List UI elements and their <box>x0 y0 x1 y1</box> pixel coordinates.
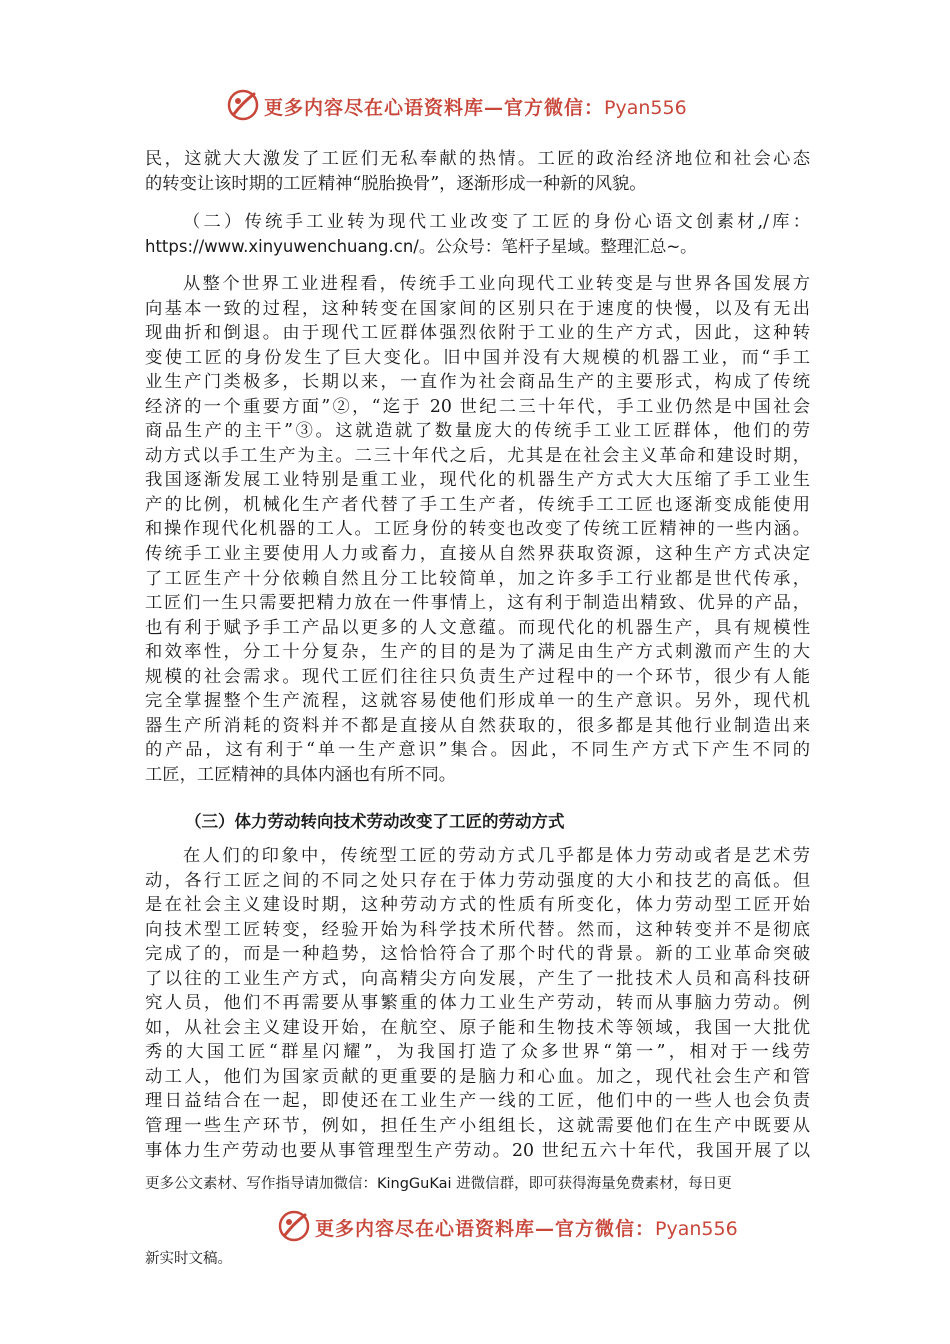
text-line: 业生产门类极多，长期以来，一直作为社会商品生产的主要形式，构成了传统 <box>145 372 810 393</box>
banner-text-wechat-id: Pyan556 <box>655 1218 738 1240</box>
banner-text-wechat-id: Pyan556 <box>604 97 687 119</box>
text-line: 民，这就大大激发了工匠们无私奉献的热情。工匠的政治经济地位和社会心态 <box>145 149 810 169</box>
text-line: 了以往的工业生产方式，向高精尖方向发展，产生了一批技术人员和高科技研 <box>145 968 810 989</box>
text-line: 和效率性，分工十分复杂，生产的目的是为了满足由生产方式刺激而产生的大 <box>145 642 810 663</box>
text-line: 的产品，这有利于“单一生产意识”集合。因此，不同生产方式下产生不同的 <box>145 740 810 761</box>
banner-text <box>264 93 687 120</box>
text-line: 工匠们一生只需要把精力放在一件事情上，这有利于制造出精致、优异的产品， <box>145 593 810 614</box>
text-line: 传统手工业主要使用人力或畜力，直接从自然界获取资源，这种生产方式决定 <box>145 544 810 565</box>
text-line: 我国逐渐发展工业特别是重工业，现代化的机器生产方式大大压缩了手工业生 <box>145 470 810 491</box>
text-line: 规模的社会需求。现代工匠们往往只负责生产过程中的一个环节，很少有人能 <box>145 666 810 687</box>
paragraph-continued <box>145 147 810 196</box>
text-line: 商品生产的主干”③。这就造就了数量庞大的传统手工业工匠群体，他们的劳 <box>145 421 810 442</box>
footer-notice-continued: 新实时文稿。 <box>145 1251 232 1267</box>
text-line: 事体力生产劳动也要从事管理型生产劳动。20 世纪五六十年代，我国开展了以 <box>145 1140 811 1161</box>
text-line: https://www.xinyuwenchuang.cn/。公众号：笔杆子星域。整理汇总~。 <box>145 236 697 256</box>
text-line: 工匠，工匠精神的具体内涵也有所不同。 <box>145 764 457 785</box>
text-line: 也有利于赋予手工产品以更多的人文意蕴。而现代化的机器生产，具有规模性 <box>145 617 810 638</box>
banner-text <box>315 1214 738 1241</box>
text-line: 究人员，他们不再需要从事繁重的体力工业生产劳动，转而从事脑力劳动。例 <box>145 993 810 1014</box>
text-line: 经济的一个重要方面”②，“迄于 20 世纪二三十年代，手工业仍然是中国社会 <box>145 396 810 417</box>
section-2-heading <box>145 210 810 259</box>
text-line: 器生产所消耗的资料并不都是直接从自然获取的，很多都是其他行业制造出来 <box>145 715 810 736</box>
text-line: 理日益结合在一起，即使还在工业生产一线的工匠，他们中的一些人也会负责 <box>145 1091 810 1112</box>
text-line: 向基本一致的过程，这种转变在国家间的区别只在于速度的快慢，以及有无出 <box>145 298 810 319</box>
paragraph-section-3 <box>145 844 810 1163</box>
text-line: 动工人，他们为国家贡献的更重要的是脑力和心血。加之，现代社会生产和管 <box>145 1066 810 1087</box>
brush-logo-icon <box>277 1209 311 1243</box>
text-line: 动方式以手工生产为主。二三十年代之后，尤其是在社会主义革命和建设时期， <box>145 445 810 466</box>
text-line: 是在社会主义建设时期，这种劳动方式的性质有所变化，体力劳动型工匠开始 <box>145 895 810 916</box>
text-line: 的转变让该时期的工匠精神“脱胎换骨”，逐渐形成一种新的风貌。 <box>145 173 647 194</box>
text-line: 秀的大国工匠“群星闪耀”，为我国打造了众多世界“第一”，相对于一线劳 <box>145 1042 810 1063</box>
brush-logo-icon <box>226 88 260 122</box>
text-line: 变使工匠的身份发生了巨大变化。旧中国并没有大规模的机器工业，而“手工 <box>145 347 810 368</box>
section-3-heading: （三）体力劳动转向技术劳动改变了工匠的劳动方式 <box>185 812 565 831</box>
text-line: 如，从社会主义建设开始，在航空、原子能和生物技术等领域，我国一大批优 <box>145 1017 810 1038</box>
banner-text-cn: 更多内容尽在心语资料库—官方微信： <box>264 97 605 119</box>
footer-notice: 更多公文素材、写作指导请加微信：KingGuKai 进微信群，即可获得海量免费素材，每日更 <box>145 1176 732 1192</box>
text-line: （二）传统手工业转为现代工业改变了工匠的身份心语文创素材,/库： <box>183 212 810 232</box>
text-line: 了工匠生产十分依赖自然且分工比较简单，加之许多手工行业都是世代传承， <box>145 568 810 589</box>
text-line: 动，各行工匠之间的不同之处只存在于体力劳动强度的大小和技艺的高低。但 <box>145 870 810 891</box>
paragraph-section-2 <box>145 272 810 787</box>
text-line: 在人们的印象中，传统型工匠的劳动方式几乎都是体力劳动或者是艺术劳 <box>183 846 810 866</box>
text-line: 管理一些生产环节，例如，担任生产小组组长，这就需要他们在生产中既要从 <box>145 1116 810 1137</box>
text-line: 和操作现代化机器的工人。工匠身份的转变也改变了传统工匠精神的一些内涵。 <box>145 519 810 540</box>
banner-text-cn: 更多内容尽在心语资料库—官方微信： <box>315 1218 656 1240</box>
top-banner <box>0 86 950 126</box>
bottom-banner <box>0 1207 950 1247</box>
text-line: 完成了的，而是一种趋势，这恰恰符合了那个时代的背景。新的工业革命突破 <box>145 944 810 965</box>
text-line: 向技术型工匠转变，经验开始为科学技术所代替。然而，这种转变并不是彻底 <box>145 919 810 940</box>
text-line: 从整个世界工业进程看，传统手工业向现代工业转变是与世界各国发展方 <box>183 274 810 294</box>
text-line: 完全掌握整个生产流程，这就容易使他们形成单一的生产意识。另外，现代机 <box>145 691 810 712</box>
text-line: 现曲折和倒退。由于现代工匠群体强烈依附于工业的生产方式，因此，这种转 <box>145 323 810 344</box>
text-line: 产的比例，机械化生产者代替了手工生产者，传统手工工匠也逐渐变成能使用 <box>145 494 810 515</box>
